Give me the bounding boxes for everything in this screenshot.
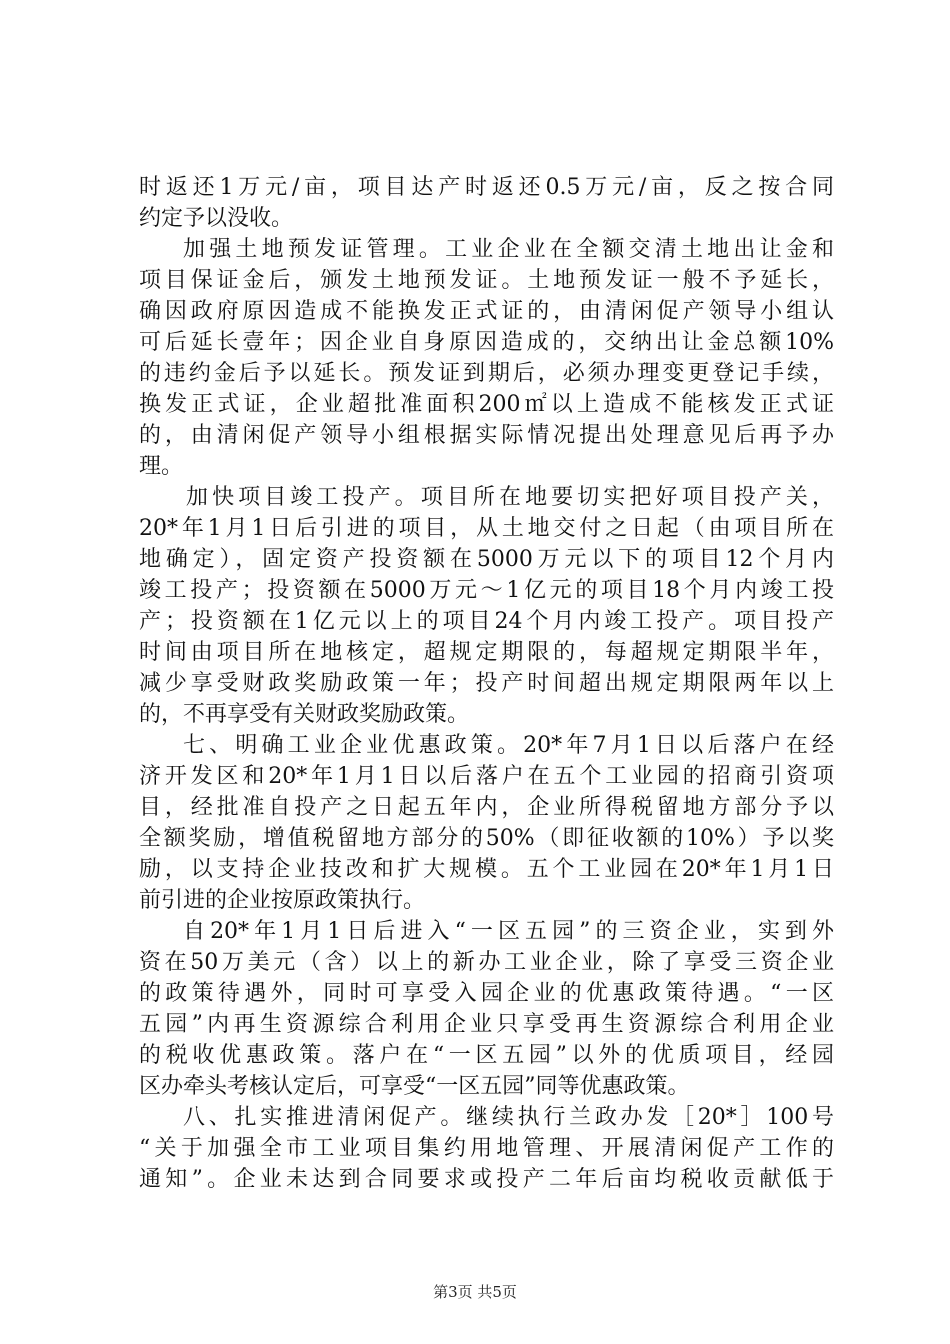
text-line: 时间由项目所在地核定，超规定期限的，每超规定期限半年， (139, 640, 834, 665)
text-line: “关于加强全市工业项目集约用地管理、开展清闲促产工作的 (139, 1136, 834, 1161)
text-line: 通知”。企业未达到合同要求或投产二年后亩均税收贡献低于 (139, 1167, 834, 1192)
text-line: 的税收优惠政策。落户在“一区五园”以外的优质项目，经园 (139, 1043, 834, 1068)
text-line: 项目保证金后，颁发土地预发证。土地预发证一般不予延长， (139, 268, 834, 293)
paragraph-first-line: 自20*年1月1日后进入“一区五园”的三资企业，实到外 (183, 919, 834, 944)
text-line: 的，由清闲促产领导小组根据实际情况提出处理意见后再予办 (139, 423, 834, 448)
text-line: 理。 (139, 454, 184, 479)
paragraph-first-line: 加强土地预发证管理。工业企业在全额交清土地出让金和 (183, 237, 834, 262)
text-line: 的政策待遇外，同时可享受入园企业的优惠政策待遇。“一区 (139, 981, 834, 1006)
text-line: 产；投资额在1亿元以上的项目24个月内竣工投产。项目投产 (139, 609, 834, 634)
text-line: 全额奖励，增值税留地方部分的50%（即征收额的10%）予以奖 (139, 826, 834, 851)
text-line: 减少享受财政奖励政策一年；投产时间超出规定期限两年以上 (139, 671, 834, 696)
text-line: 前引进的企业按原政策执行。 (139, 888, 426, 913)
text-line: 约定予以没收。 (139, 206, 294, 231)
text-line: 区办牵头考核认定后，可享受“一区五园”同等优惠政策。 (139, 1074, 690, 1099)
text-line: 20*年1月1日后引进的项目，从土地交付之日起（由项目所在 (139, 516, 834, 541)
document-body (139, 172, 834, 1195)
paragraph-first-line: 加快项目竣工投产。项目所在地要切实把好项目投产关， (186, 485, 834, 510)
text-line: 确因政府原因造成不能换发正式证的，由清闲促产领导小组认 (139, 299, 834, 324)
section-heading-line: 七、明确工业企业优惠政策。20*年7月1日以后落户在经 (183, 733, 834, 758)
text-line: 的，不再享受有关财政奖励政策。 (139, 702, 470, 727)
section-heading-line: 八、扎实推进清闲促产。继续执行兰政办发［20*］100号 (183, 1105, 834, 1130)
text-line: 的违约金后予以延长。预发证到期后，必须办理变更登记手续， (139, 361, 834, 386)
text-line: 济开发区和20*年1月1日以后落户在五个工业园的招商引资项 (139, 764, 834, 789)
text-line: 励，以支持企业技改和扩大规模。五个工业园在20*年1月1日 (139, 857, 834, 882)
text-line: 目，经批准自投产之日起五年内，企业所得税留地方部分予以 (139, 795, 834, 820)
page-number-footer: 第3页 共5页 (433, 1283, 517, 1301)
text-line: 竣工投产；投资额在5000万元～1亿元的项目18个月内竣工投 (139, 578, 834, 603)
text-line: 时返还1万元/亩，项目达产时返还0.5万元/亩，反之按合同 (139, 175, 834, 200)
text-line: 资在50万美元（含）以上的新办工业企业，除了享受三资企业 (139, 950, 834, 975)
text-line: 换发正式证，企业超批准面积200㎡以上造成不能核发正式证 (139, 392, 834, 417)
text-line: 地确定），固定资产投资额在5000万元以下的项目12个月内 (139, 547, 834, 572)
text-line: 五园”内再生资源综合利用企业只享受再生资源综合利用企业 (139, 1012, 834, 1037)
text-line: 可后延长壹年；因企业自身原因造成的，交纳出让金总额10% (139, 330, 834, 355)
